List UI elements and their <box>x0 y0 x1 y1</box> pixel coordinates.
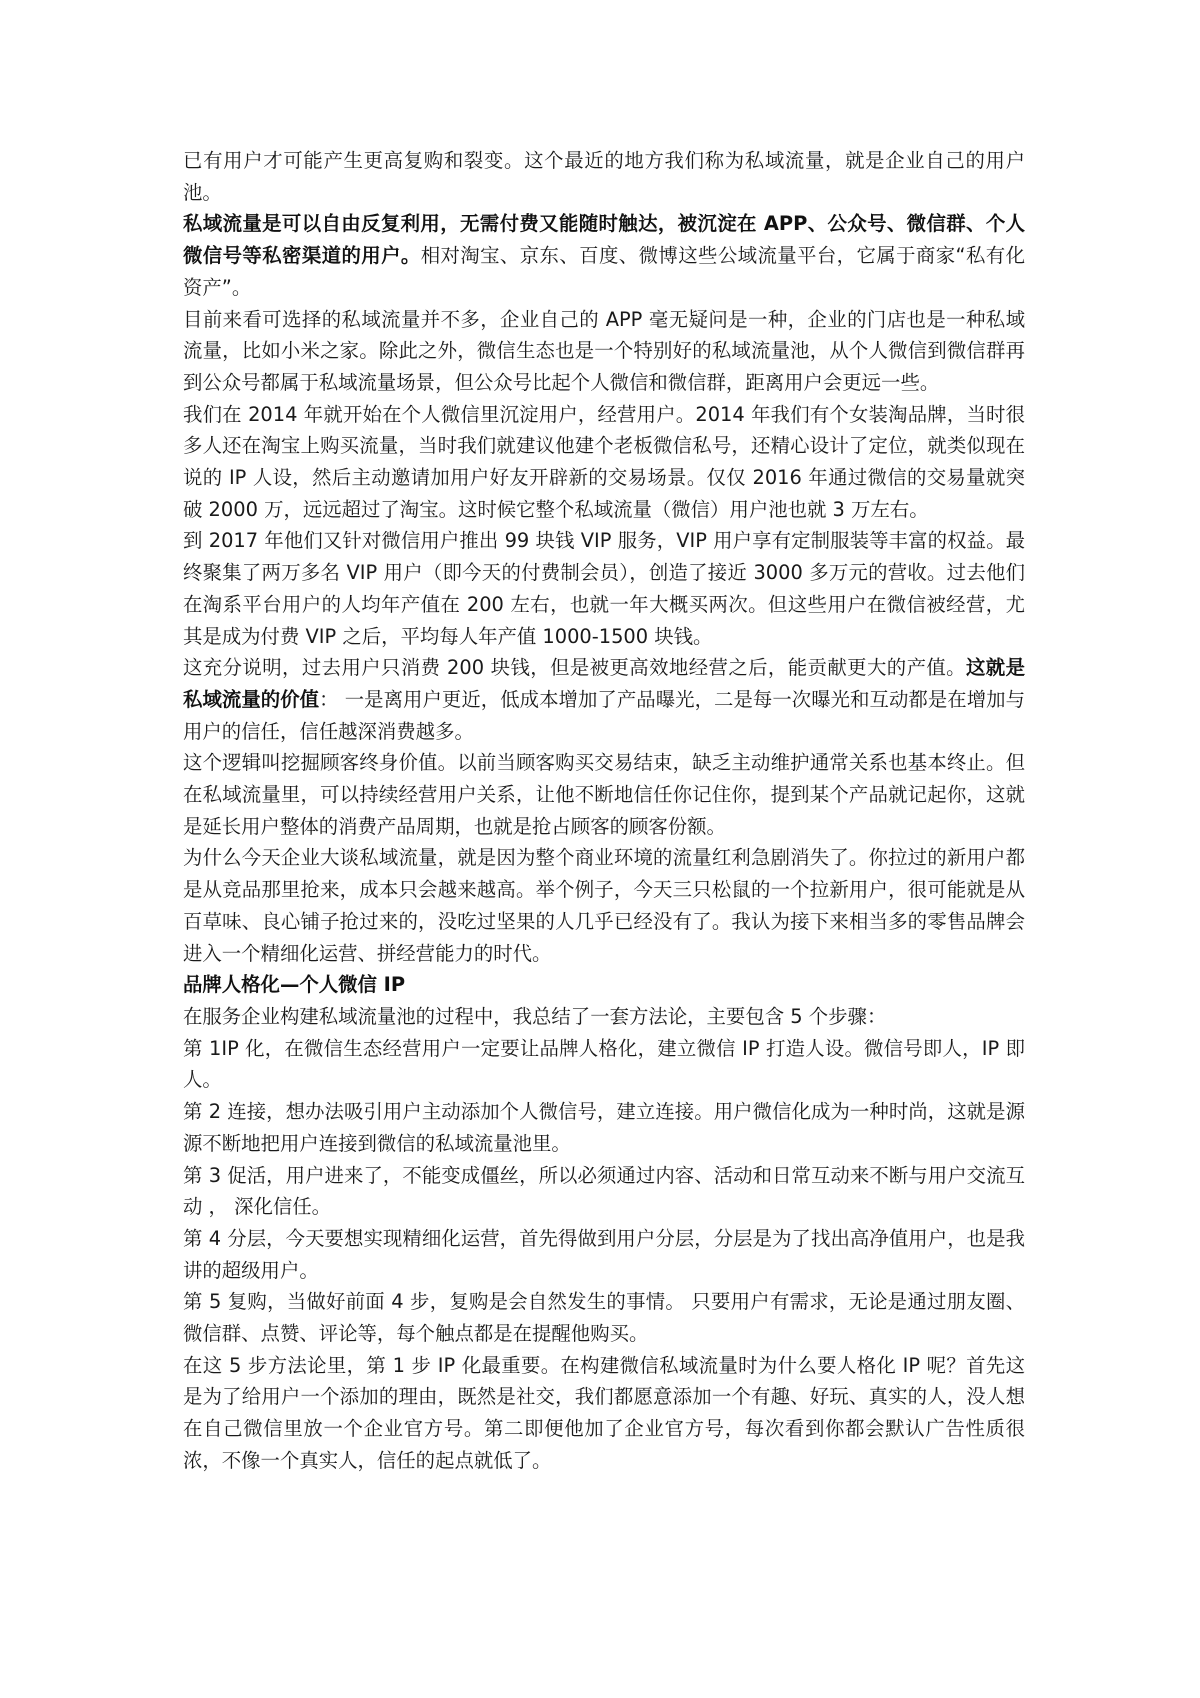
paragraph-text: ： 一是离用户更近，低成本增加了产品曝光，二是每一次曝光和互动都是在增加与用户的信任，信任越深消费越多。 <box>183 687 1026 743</box>
document-body <box>183 145 1025 1477</box>
paragraph-text: 在这 5 步方法论里，第 1 步 IP 化最重要。在构建微信私域流量时为什么要人格化 IP 呢？首先这是为了给用户一个添加的理由，既然是社交，我们都愿意添加一个有趣、好玩、真实的人，没人想在自己微信里放一个企业官方号。第二即便他加了企业官方号，每次看到你都会默认广告性质很浓，不像一个真实人，信任的起点就低了。 <box>183 1353 1025 1472</box>
paragraph-text: 第 4 分层，今天要想实现精细化运营，首先得做到用户分层，分层是为了找出高净值用户，也是我讲的超级用户。 <box>183 1226 1025 1282</box>
paragraph-text: 这个逻辑叫挖掘顾客终身价值。以前当顾客购买交易结束，缺乏主动维护通常关系也基本终止。但在私域流量里，可以持续经营用户关系，让他不断地信任你记住你，提到某个产品就记起你，这就是延长用户整体的消费产品周期，也就是抢占顾客的顾客份额。 <box>183 751 1025 838</box>
paragraph-text: 我们在 2014 年就开始在个人微信里沉淀用户，经营用户。2014 年我们有个女装淘品牌，当时很多人还在淘宝上购买流量，当时我们就建议他建个老板微信私号，还精心设计了定位，就类似现在说的 IP 人设，然后主动邀请加用户好友开辟新的交易场景。仅仅 2016 年通过微信的交易量就突破 2000 万，远远超过了淘宝。这时候它整个私域流量（微信）用户池也就 3 万左右。 <box>183 402 1025 521</box>
paragraph-value <box>183 652 1025 747</box>
paragraph-text: 第 3 促活，用户进来了，不能变成僵丝，所以必须通过内容、活动和日常互动来不断与用户交流互动 ， 深化信任。 <box>183 1163 1025 1219</box>
paragraph-options <box>183 304 1025 399</box>
paragraph-private-traffic-definition <box>183 208 1025 303</box>
paragraph-text: 在服务企业构建私域流量池的过程中，我总结了一套方法论，主要包含 5 个步骤： <box>183 1004 887 1028</box>
paragraph-text: 第 2 连接，想办法吸引用户主动添加个人微信号，建立连接。用户微信化成为一种时尚，这就是源源不断地把用户连接到微信的私域流量池里。 <box>183 1100 1025 1155</box>
paragraph-text: 到 2017 年他们又针对微信用户推出 99 块钱 VIP 服务，VIP 用户享有定制服装等丰富的权益。最终聚集了两万多名 VIP 用户（即今天的付费制会员），创造了接近 3000 多万元的营收。过去他们在淘系平台用户的人均年产值在 200 左右，也就一年大概买两次。但这些用户在微信被经营，尤其是成为付费 VIP 之后，平均每人年产值 1000-1500 块钱。 <box>183 529 1025 648</box>
paragraph-step-5 <box>183 1286 1025 1349</box>
paragraph-step-1 <box>183 1033 1025 1096</box>
paragraph-text: 为什么今天企业大谈私域流量，就是因为整个商业环境的流量红利急剧消失了。你拉过的新用户都是从竞品那里抢来，成本只会越来越高。举个例子，今天三只松鼠的一个拉新用户，很可能就是从百草味、良心铺子抢过来的，没吃过坚果的人几乎已经没有了。我认为接下来相当多的零售品牌会进入一个精细化运营、拼经营能力的时代。 <box>183 846 1025 965</box>
heading-text: 品牌人格化—个人微信 IP <box>183 973 406 997</box>
bold-value-phrase: 这就是私域流量的价值 <box>183 656 1026 711</box>
paragraph-text: 第 5 复购，当做好前面 4 步，复购是会自然发生的事情。 只要用户有需求，无论是通过朋友圈、微信群、点赞、评论等，每个触点都是在提醒他购买。 <box>183 1290 1025 1346</box>
paragraph-text: 目前来看可选择的私域流量并不多，企业自己的 APP 毫无疑问是一种，企业的门店也是一种私域流量，比如小米之家。除此之外，微信生态也是一个特别好的私域流量池，从个人微信到微信群再到公众号都属于私域流量场景，但公众号比起个人微信和微信群，距离用户会更远一些。 <box>183 307 1025 394</box>
paragraph-user-pool <box>183 145 1025 208</box>
paragraph-text: 相对淘宝、京东、百度、微博这些公域流量平台，它属于商家“私有化资产”。 <box>183 244 1025 299</box>
paragraph-text: 第 1IP 化，在微信生态经营用户一定要让品牌人格化，建立微信 IP 打造人设。微信号即人，IP 即人。 <box>183 1036 1025 1092</box>
paragraph-step-3 <box>183 1160 1025 1223</box>
paragraph-2014-case <box>183 399 1025 526</box>
paragraph-step-2 <box>183 1096 1025 1159</box>
bold-definition: 私域流量是可以自由反复利用，无需付费又能随时触达，被沉淀在 APP、公众号、微信群、个人微信号等私密渠道的用户。 <box>183 212 1025 268</box>
section-heading <box>183 969 1025 1001</box>
paragraph-methodology-intro <box>183 1001 1025 1033</box>
paragraph-ip-importance <box>183 1350 1025 1477</box>
paragraph-lifetime-value <box>183 747 1025 842</box>
paragraph-why-now <box>183 842 1025 969</box>
paragraph-text: 这充分说明，过去用户只消费 200 块钱，但是被更高效地经营之后，能贡献更大的产值。 <box>183 656 966 680</box>
paragraph-text: 已有用户才可能产生更高复购和裂变。这个最近的地方我们称为私域流量，就是企业自己的用户池。 <box>183 149 1025 204</box>
paragraph-step-4 <box>183 1223 1025 1286</box>
paragraph-2017-vip <box>183 525 1025 652</box>
